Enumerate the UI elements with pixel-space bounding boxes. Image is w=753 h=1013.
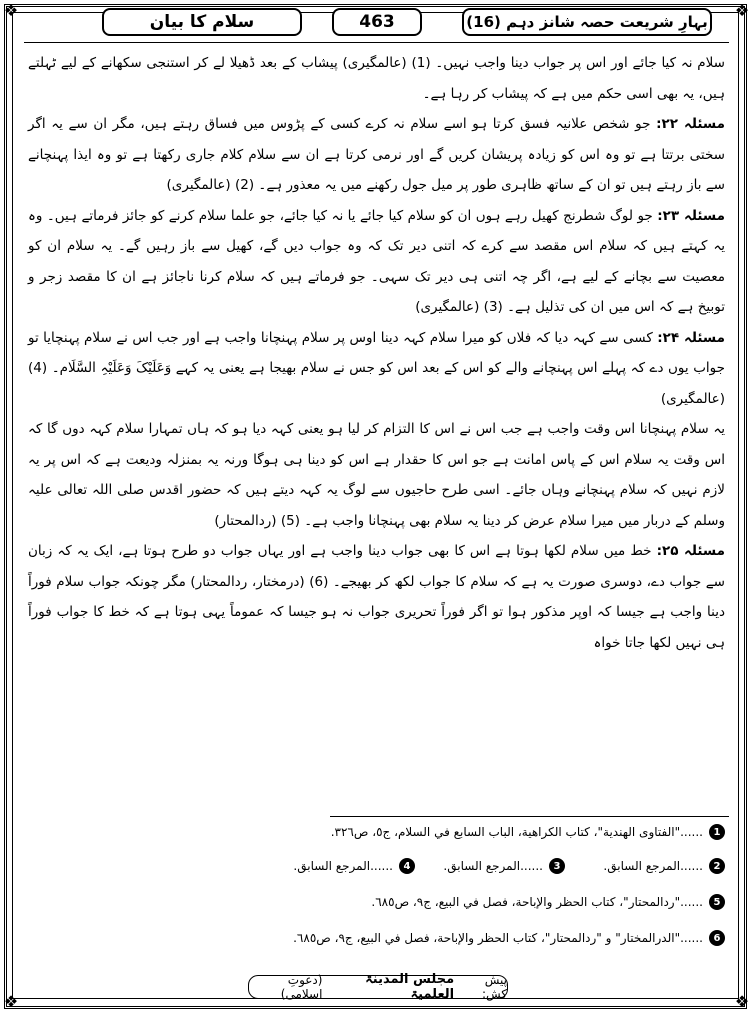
footnote-number: 6 — [709, 930, 725, 946]
footnote-text: ......"الفتاوى الهندية"، كتاب الكراهية، الباب السابع في السلام، ج٥، ص٣٢٦. — [330, 825, 703, 839]
paragraph-text: کسی سے کہہ دیا کہ فلاں کو میرا سلام کہہ دینا اوس پر سلام پہنچانا واجب ہے اور جب اس نے سلام پہنچایا تو جواب یوں دے کہ پہلے اس پہنچانے والے کو اس کے بعد اس کو جس نے سلام بھیجا ہے یعنی یہ کہے وَعَلَیْکَ وَعَلَیْہِ السَّلَام۔ (4) (عالمگیری) — [28, 329, 725, 407]
header-divider — [24, 42, 729, 43]
paragraph-text: سلام نہ کیا جائے اور اس پر جواب دینا واجب نہیں۔ (1) (عالمگیری) پیشاب کے بعد ڈھیلا لے کر استنجی سکھانے کے لیے ٹہلتے ہیں، یہ بھی اسی حکم میں ہے کہ پیشاب کر رہا ہے۔ — [28, 55, 725, 102]
corner-ornament-icon: ❖ — [734, 992, 750, 1011]
footnote-text: ......"الدرالمختار" و "ردالمحتار"، كتاب الحظر والإباحة، فصل في البيع، ج٩، ص٦٨٥. — [293, 931, 703, 945]
page-number: 463 — [332, 8, 422, 36]
paragraph-text: جو لوگ شطرنج کھیل رہے ہوں ان کو سلام کیا جائے یا نہ کیا جائے، جو علما سلام کرنے کو جائز فرماتے ہیں۔ وہ یہ کہتے ہیں کہ سلام اس مقصد سے کرے کہ اتنی دیر تک کہ وہ جواب دیں گے، کھیل سے باز رہیں گے۔ یہ سلام ان کو معصیت سے بچانے کے لیے ہے، اگر چہ اتنی ہی دیر تک سہی۔ جو فرماتے ہیں کہ سلام کرنا ناجائز ہے ان کا مقصد زجر و توبیخ ہے کہ اس میں ان کی تذلیل ہے۔ (3) (عالمگیری) — [28, 207, 725, 315]
book-title: بہارِ شریعت حصہ شانز دہم (16) — [462, 8, 712, 36]
footnote-text: ......"ردالمحتار"، كتاب الحظر والإباحة، فصل في البيع، ج٩، ص٦٨٥. — [371, 895, 703, 909]
footnote-number: 5 — [709, 894, 725, 910]
paragraph — [28, 48, 725, 109]
paragraph — [28, 109, 725, 201]
footnote-text: ......المرجع السابق. — [293, 859, 393, 873]
footnote-text: ......المرجع السابق. — [443, 859, 543, 873]
paragraph — [28, 323, 725, 415]
footnote — [293, 930, 725, 946]
corner-ornament-icon: ❖ — [3, 1, 19, 20]
footnote-text: ......المرجع السابق. — [603, 859, 703, 873]
footnote — [443, 858, 565, 874]
paragraph — [28, 536, 725, 658]
paragraph-text: یہ سلام پہنچانا اس وقت واجب ہے جب اس نے اس کا التزام کر لیا ہو یعنی کہہ دیا ہو کہ ہاں تمہارا سلام کہہ دوں گا کہ اس وقت یہ سلام اس کے پاس امانت ہے جو اس کا حقدار ہے اس کو دینا ہی ہوگا ورنہ یہ بمنزلہ ودیعت ہے کہ اس پر یہ لازم نہیں کہ سلام پہنچانے وہاں جائے۔ اسی طرح حاجیوں سے لوگ یہ کہہ دیتے ہیں کہ حضور اقدس صلی اللہ تعالی علیہ وسلم کے دربار میں میرا سلام عرض کر دینا یہ سلام بھی پہنچانا واجب ہے۔ (5) (ردالمحتار) — [28, 421, 725, 529]
section-title: سلام کا بیان — [102, 8, 302, 36]
page-header — [22, 6, 731, 40]
footnote — [371, 894, 725, 910]
publisher-footer — [248, 972, 508, 1002]
footer-prefix: پیش کش: — [481, 973, 507, 1001]
footnote-number: 4 — [399, 858, 415, 874]
paragraph-text: جو شخص علانیہ فسق کرتا ہو اسے سلام نہ کرے کسی کے پڑوس میں فساق رہتے ہیں، مگر ان سے یہ اگر سختی برتتا ہے تو وہ اس کو زیادہ پریشان کریں گے اور نرمی کرتا ہے ان سے سلام کلام جاری رکھتا ہے تو وہ ایذا پہنچانے سے باز رہتے ہیں تو ان کے ساتھ ظاہری طور پر میل جول رکھنے میں یہ معذور ہے۔ (2) (عالمگیری) — [28, 116, 725, 193]
corner-ornament-icon: ❖ — [734, 1, 750, 20]
masala-label: مسئلہ ۲۳: — [657, 207, 726, 224]
footnote — [603, 858, 725, 874]
footer-suffix: (دعوتِ اسلامی) — [280, 973, 323, 1001]
footnote — [293, 858, 415, 874]
masala-label: مسئلہ ۲۲: — [656, 116, 726, 132]
corner-ornament-icon: ❖ — [3, 992, 19, 1011]
footnote-number: 1 — [709, 824, 725, 840]
masala-label: مسئلہ ۲۵: — [656, 543, 726, 559]
footnote-number: 2 — [709, 858, 725, 874]
main-text — [28, 48, 725, 658]
footer-org: مجلس المدینۃ العلمیۃ — [365, 972, 455, 1002]
paragraph-text: خط میں سلام لکھا ہوتا ہے اس کا بھی جواب دینا واجب ہے اور یہاں جواب دو طرح ہوتا ہے، ایک یہ کہ زبان سے جواب دے، دوسری صورت یہ ہے کہ سلام کا جواب لکھ کر بھیجے۔ (6) (درمختار، ردالمحتار) مگر چونکہ جواب سلام فوراً دینا واجب ہے جیسا کہ اوپر مذکور ہوا تو اگر فوراً تحریری جواب نہ ہو جیسا کہ عموماً یہی ہوتا ہے کہ خط کا جواب فوراً ہی نہیں لکھا جاتا خواہ — [28, 543, 725, 651]
paragraph — [28, 414, 725, 536]
footnote-divider — [330, 816, 729, 817]
footnote — [331, 824, 725, 840]
paragraph — [28, 201, 725, 323]
footnote-number: 3 — [549, 858, 565, 874]
masala-label: مسئلہ ۲۴: — [657, 329, 726, 346]
